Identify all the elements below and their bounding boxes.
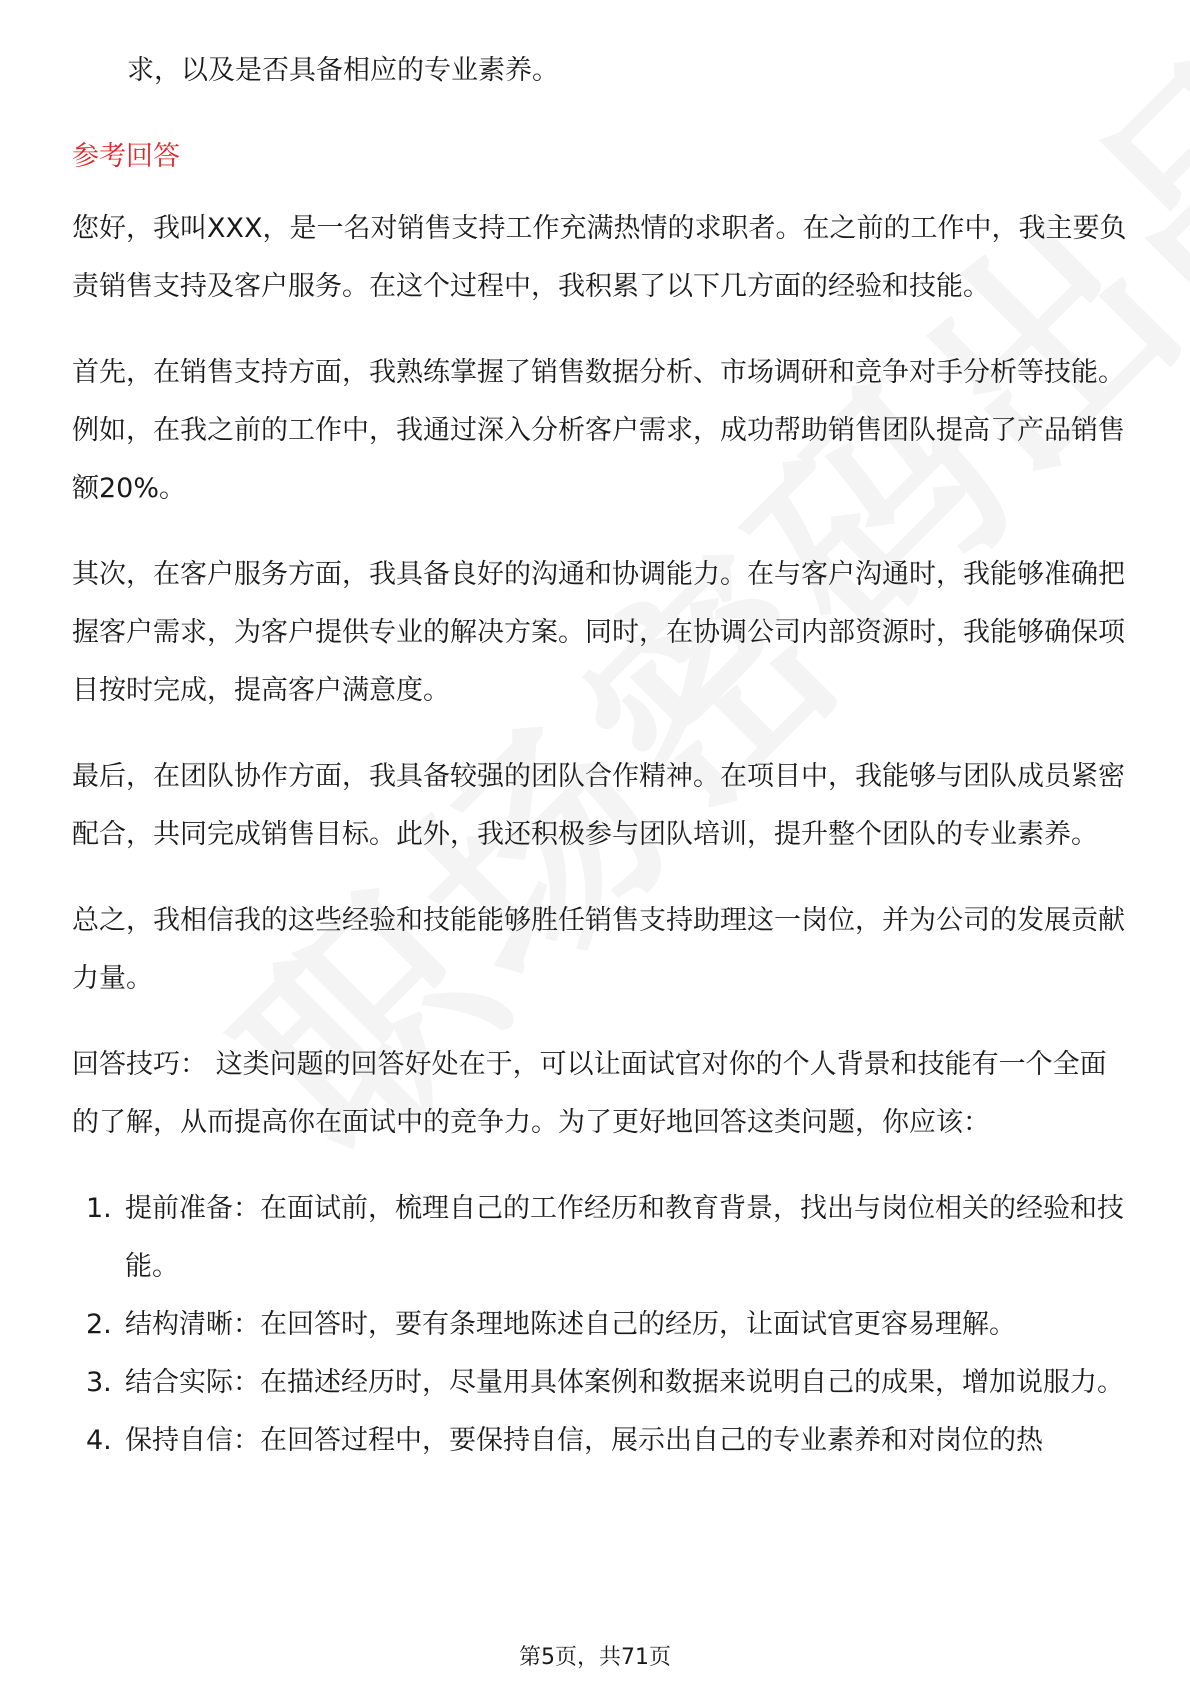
list-item [72, 1412, 1132, 1470]
list-item-text: 结合实际：在描述经历时，尽量用具体案例和数据来说明自己的成果，增加说服力。 [125, 1367, 1124, 1398]
list-item-number: 4. [86, 1425, 112, 1456]
paragraph-tips-intro: 回答技巧： 这类问题的回答好处在于，可以让面试官对你的个人背景和技能有一个全面的了解，从而提高你在面试中的竞争力。为了更好地回答这类问题，你应该： [72, 1049, 1107, 1138]
continuation-text: 求，以及是否具备相应的专业素养。 [127, 55, 559, 86]
page-content [72, 42, 1132, 1470]
list-item [72, 1354, 1132, 1412]
paragraph-sales-support: 首先，在销售支持方面，我熟练掌握了销售数据分析、市场调研和竞争对手分析等技能。例如，在我之前的工作中，我通过深入分析客户需求，成功帮助销售团队提高了产品销售额20%。 [72, 357, 1125, 504]
paragraph-conclusion: 总之，我相信我的这些经验和技能能够胜任销售支持助理这一岗位，并为公司的发展贡献力量。 [72, 905, 1125, 994]
list-item-number: 1. [86, 1193, 112, 1224]
list-item-text: 保持自信：在回答过程中，要保持自信，展示出自己的专业素养和对岗位的热 [125, 1425, 1043, 1456]
section-heading: 参考回答 [72, 141, 180, 172]
paragraph-teamwork: 最后，在团队协作方面，我具备较强的团队合作精神。在项目中，我能够与团队成员紧密配合，共同完成销售目标。此外，我还积极参与团队培训，提升整个团队的专业素养。 [72, 761, 1125, 850]
page-number: 第5页，共71页 [519, 1645, 671, 1670]
list-item [72, 1296, 1132, 1354]
list-item-number: 2. [86, 1309, 112, 1340]
list-item-number: 3. [86, 1367, 112, 1398]
list-item-text: 结构清晰：在回答时，要有条理地陈述自己的经历，让面试官更容易理解。 [125, 1309, 1016, 1340]
paragraph-intro: 您好，我叫XXX，是一名对销售支持工作充满热情的求职者。在之前的工作中，我主要负责销售支持及客户服务。在这个过程中，我积累了以下几方面的经验和技能。 [72, 213, 1127, 302]
tips-list [72, 1180, 1132, 1470]
list-item [72, 1180, 1132, 1296]
list-item-text: 提前准备：在面试前，梳理自己的工作经历和教育背景，找出与岗位相关的经验和技能。 [125, 1193, 1124, 1282]
paragraph-customer-service: 其次，在客户服务方面，我具备良好的沟通和协调能力。在与客户沟通时，我能够准确把握客户需求，为客户提供专业的解决方案。同时，在协调公司内部资源时，我能够确保项目按时完成，提高客户满意度。 [72, 559, 1125, 706]
